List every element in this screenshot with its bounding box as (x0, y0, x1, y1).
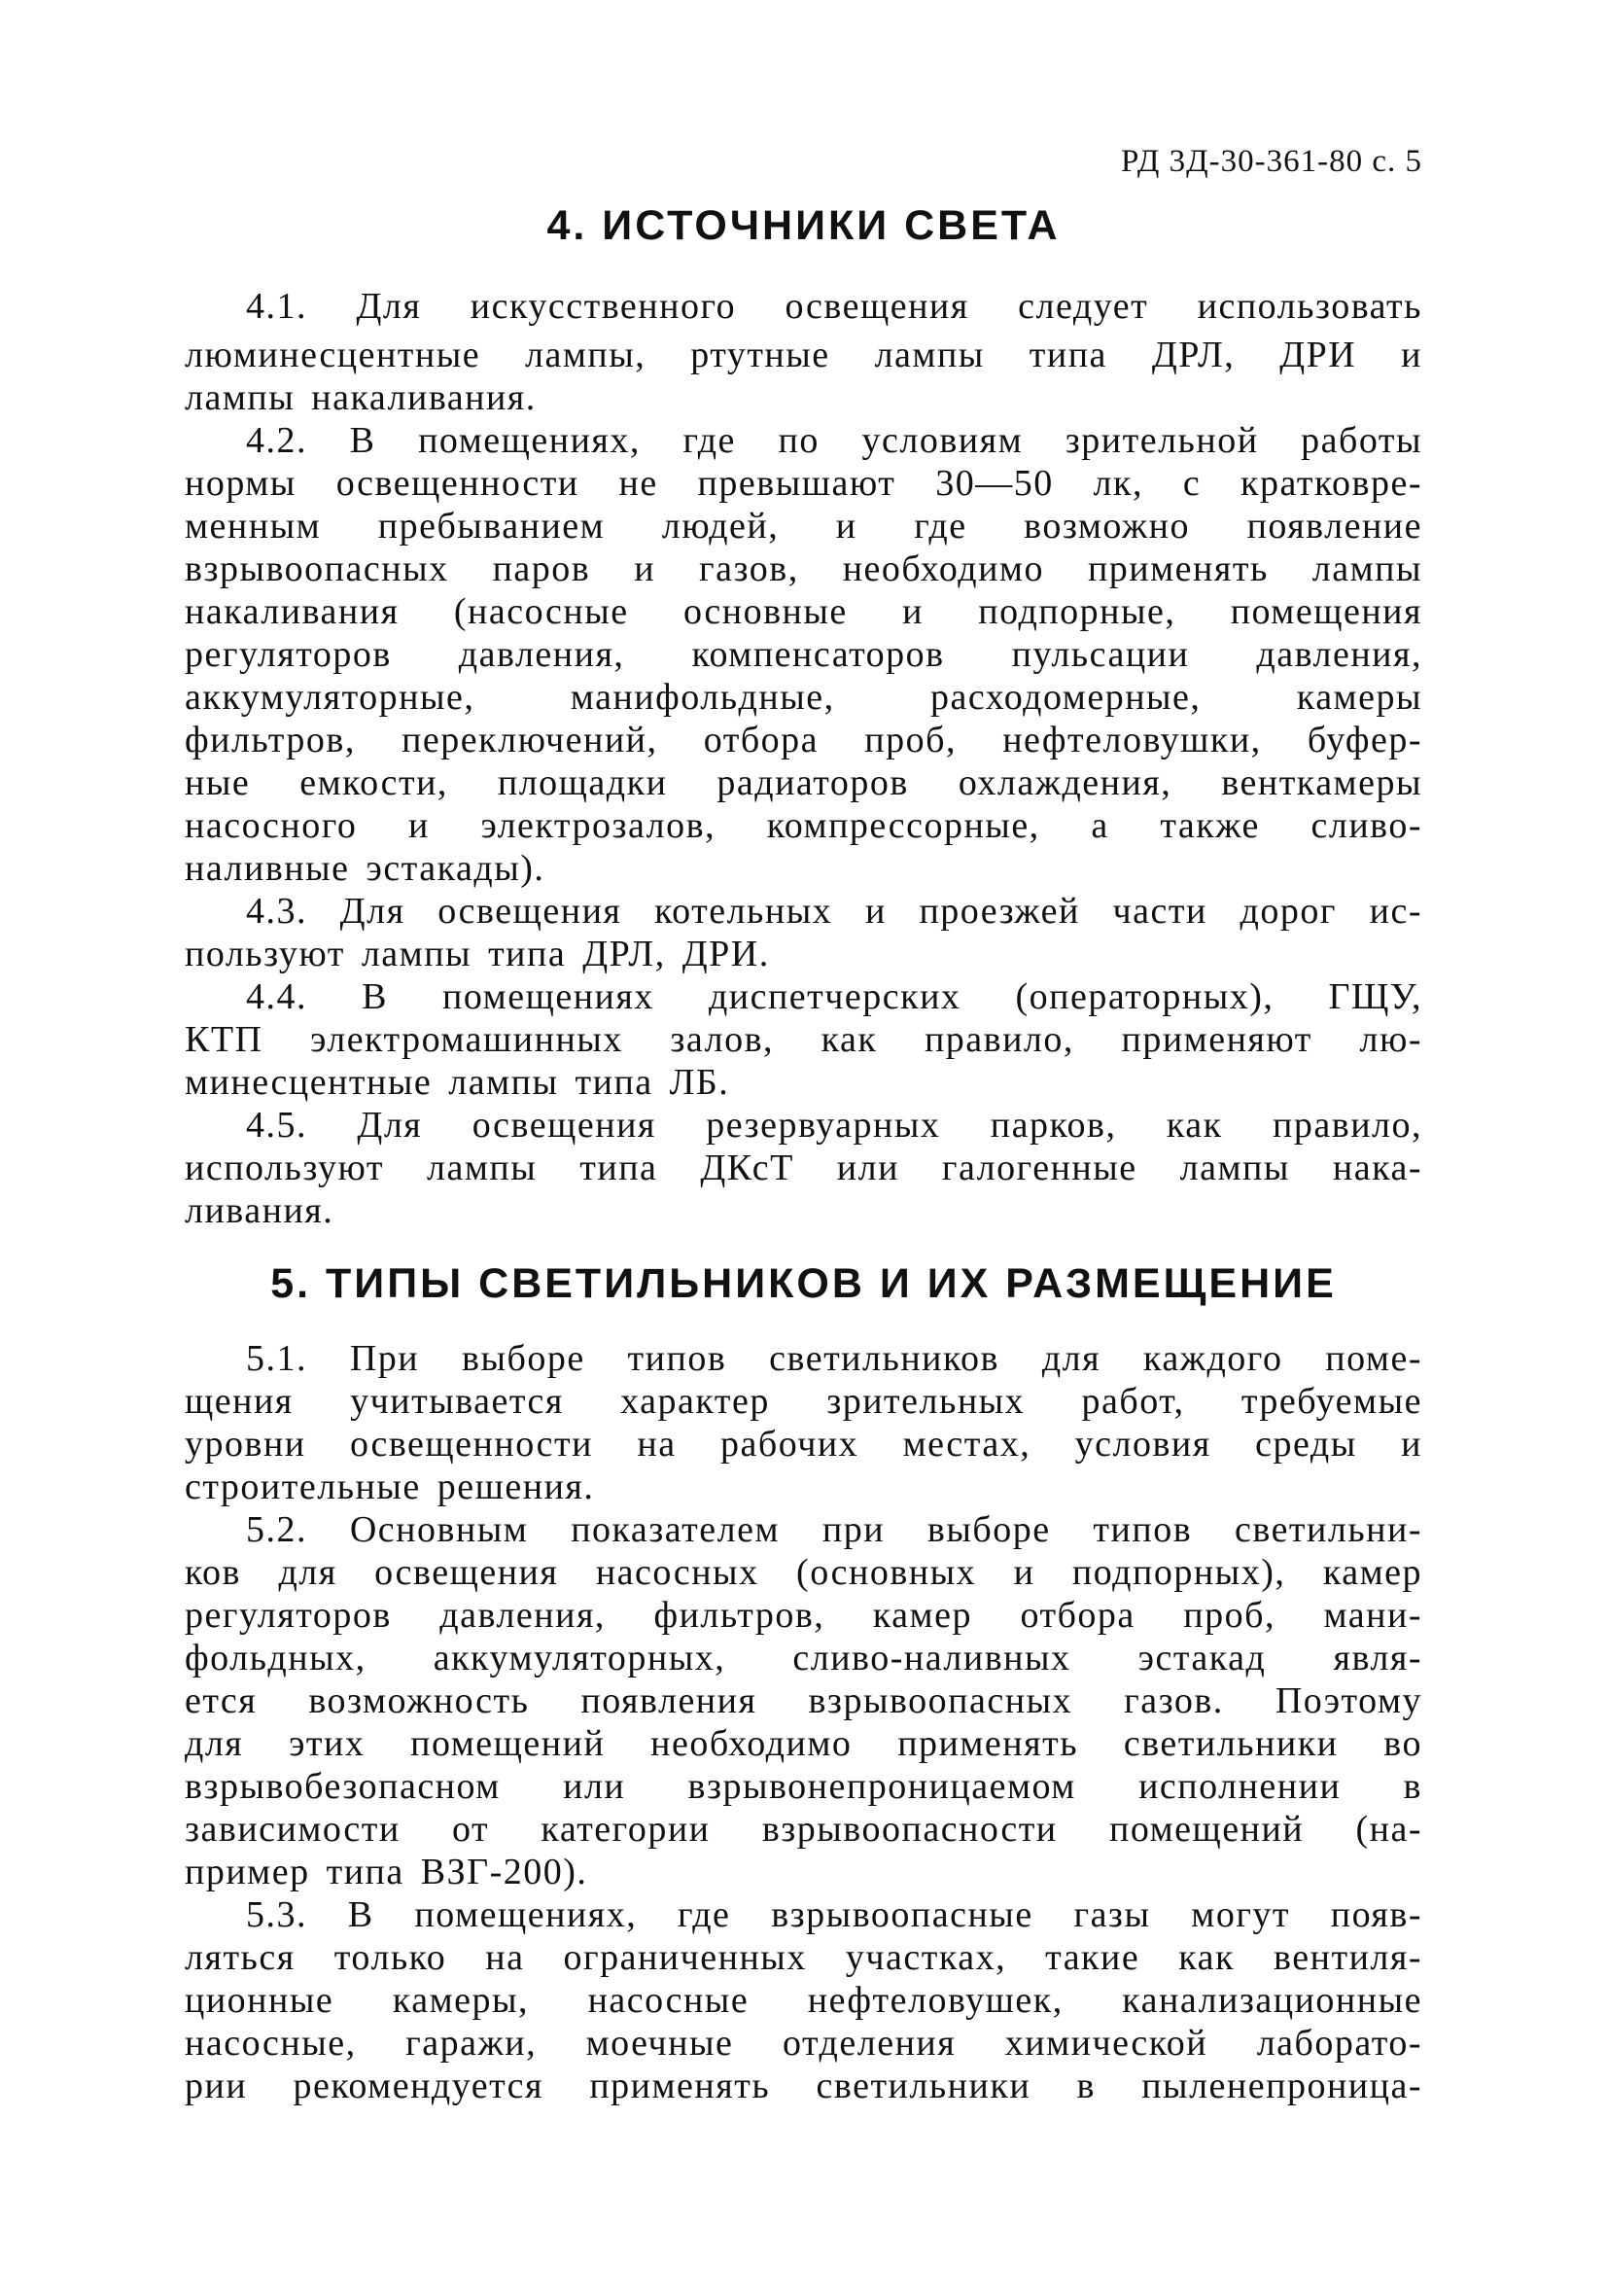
paragraph-line: ционные камеры, насосные нефтеловушек, канализационные (185, 1980, 1422, 2021)
paragraph-line: накаливания (насосные основные и подпорные, помещения (185, 591, 1422, 632)
paragraph-line: для этих помещений необходимо применять светильники во (185, 1723, 1422, 1764)
paragraph-line: наливные эстакады). (185, 848, 545, 889)
paragraph-line: рии рекомендуется применять светильники в пыленепроница- (185, 2066, 1422, 2106)
paragraph-line: ляться только на ограниченных участках, такие как вентиля- (185, 1937, 1422, 1978)
paragraph-line: 5.3. В помещениях, где взрывоопасные газы могут появ- (246, 1894, 1422, 1935)
paragraph-line: люминесцентные лампы, ртутные лампы типа ДРЛ, ДРИ и (185, 335, 1422, 375)
paragraph-line: зависимости от категории взрывоопасности помещений (на- (185, 1809, 1422, 1850)
paragraph-line: взрывоопасных паров и газов, необходимо применять лампы (185, 548, 1422, 589)
paragraph-line: 4.4. В помещениях диспетчерских (операторных), ГЩУ, (246, 976, 1422, 1017)
paragraph-line: уровни освещенности на рабочих местах, условия среды и (185, 1424, 1422, 1465)
paragraph-line: взрывобезопасном или взрывонепроницаемом исполнении в (185, 1766, 1422, 1807)
paragraph-line: 4.1. Для искусственного освещения следует использовать (246, 286, 1422, 327)
paragraph-line: аккумуляторные, манифольдные, расходомерные, камеры (185, 677, 1422, 718)
paragraph-line: 4.2. В помещениях, где по условиям зрительной работы (246, 420, 1422, 461)
paragraph-line: пользуют лампы типа ДРЛ, ДРИ. (185, 934, 770, 974)
paragraph-line: пример типа ВЗГ-200). (185, 1852, 588, 1892)
paragraph-line: используют лампы типа ДКсТ или галогенные лампы нака- (185, 1148, 1422, 1188)
paragraph-line: нормы освещенности не превышают 30—50 лк, с кратковре- (185, 463, 1422, 504)
paragraph-line: регуляторов давления, фильтров, камер отбора проб, мани- (185, 1595, 1422, 1636)
paragraph-line: ные емкости, площадки радиаторов охлаждения, венткамеры (185, 762, 1422, 803)
paragraph-line: ливания. (185, 1190, 334, 1231)
section-4-title: 4. ИСТОЧНИКИ СВЕТА (546, 202, 1061, 249)
paragraph-line: щения учитывается характер зрительных работ, требуемые (185, 1381, 1422, 1422)
paragraph-line: 5.2. Основным показателем при выборе типов светильни- (246, 1509, 1422, 1550)
paragraph-line: минесцентные лампы типа ЛБ. (185, 1062, 730, 1103)
paragraph-line: КТП электромашинных залов, как правило, применяют лю- (185, 1019, 1422, 1060)
paragraph-line: менным пребыванием людей, и где возможно появление (185, 506, 1422, 547)
paragraph-line: лампы накаливания. (185, 377, 537, 418)
section-5-title: 5. ТИПЫ СВЕТИЛЬНИКОВ И ИХ РАЗМЕЩЕНИЕ (270, 1260, 1337, 1307)
paragraph-line: 4.3. Для освещения котельных и проезжей части дорог ис- (246, 891, 1422, 932)
paragraph-line: насосные, гаражи, моечные отделения химической лаборато- (185, 2023, 1422, 2064)
paragraph-line: 4.5. Для освещения резервуарных парков, как правило, (246, 1105, 1422, 1146)
paragraph-line: 5.1. При выборе типов светильников для каждого поме- (246, 1338, 1422, 1379)
paragraph-line: фольдных, аккумуляторных, сливо-наливных эстакад явля- (185, 1638, 1422, 1678)
paragraph-line: строительные решения. (185, 1466, 595, 1507)
paragraph-line: ется возможность появления взрывоопасных газов. Поэтому (185, 1680, 1422, 1721)
paragraph-line: фильтров, переключений, отбора проб, нефтеловушки, буфер- (185, 720, 1422, 760)
paragraph-line: насосного и электрозалов, компрессорные, а также сливо- (185, 805, 1422, 846)
paragraph-line: регуляторов давления, компенсаторов пульсации давления, (185, 634, 1422, 675)
paragraph-line: ков для освещения насосных (основных и подпорных), камер (185, 1552, 1422, 1593)
page-reference: РД 3Д-30-361-80 с. 5 (1120, 144, 1422, 179)
